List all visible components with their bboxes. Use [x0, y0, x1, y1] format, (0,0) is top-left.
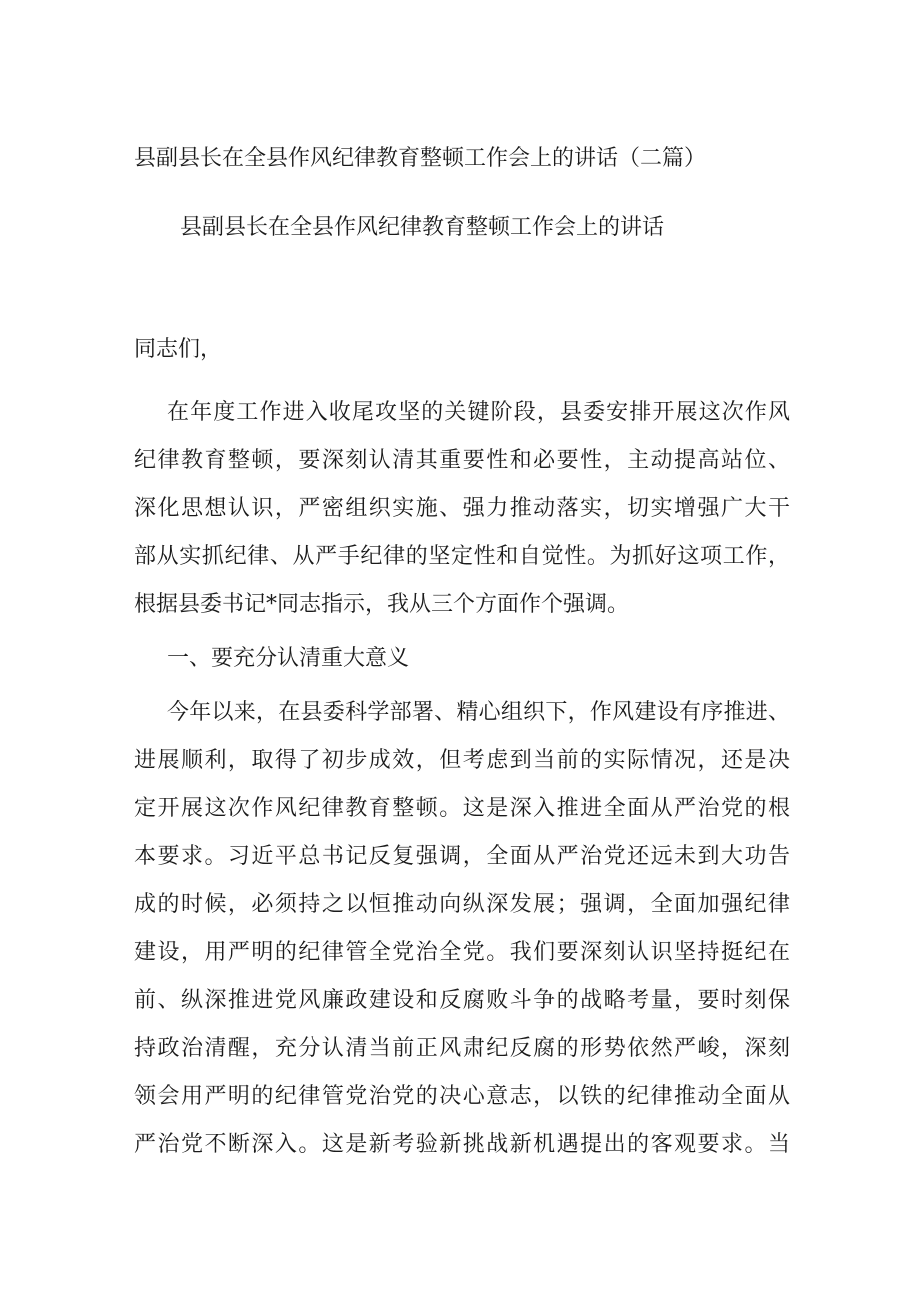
paragraph-line: 在年度工作进入收尾攻坚的关键阶段，县委安排开展这次作风: [167, 400, 790, 425]
paragraph-line: 严治党不断深入。这是新考验新挑战新机遇提出的客观要求。当: [134, 1132, 790, 1157]
paragraph-line: 根据县委书记*同志指示，我从三个方面作个强调。: [134, 592, 630, 617]
section-heading-1: 一、要充分认清重大意义: [167, 646, 410, 671]
document-title: 县副县长在全县作风纪律教育整顿工作会上的讲话（二篇）: [134, 146, 707, 171]
document-subtitle: 县副县长在全县作风纪律教育整顿工作会上的讲话: [180, 215, 665, 240]
paragraph-line: 深化思想认识，严密组织实施、强力推动落实，切实增强广大干: [134, 496, 790, 521]
paragraph-section-1: [134, 689, 790, 1169]
paragraph-line: 成的时候，必须持之以恒推动向纵深发展；强调，全面加强纪律: [134, 892, 790, 917]
paragraph-line: 建设，用严明的纪律管全党治全党。我们要深刻认识坚持挺纪在: [134, 940, 790, 965]
paragraph-line: 本要求。习近平总书记反复强调，全面从严治党还远未到大功告: [134, 844, 790, 869]
paragraph-line: 纪律教育整顿，要深刻认清其重要性和必要性，主动提高站位、: [134, 448, 790, 473]
paragraph-intro: [134, 389, 790, 629]
paragraph-line: 部从实抓纪律、从严手纪律的坚定性和自觉性。为抓好这项工作，: [134, 544, 790, 569]
paragraph-line: 今年以来，在县委科学部署、精心组织下，作风建设有序推进、: [167, 700, 790, 725]
document-body: [134, 332, 790, 1181]
paragraph-line: 进展顺利，取得了初步成效，但考虑到当前的实际情况，还是决: [134, 748, 790, 773]
paragraph-line: 前、纵深推进党风廉政建设和反腐败斗争的战略考量，要时刻保: [134, 988, 790, 1013]
salutation: 同志们，: [134, 337, 223, 362]
paragraph-line: 定开展这次作风纪律教育整顿。这是深入推进全面从严治党的根: [134, 796, 790, 821]
paragraph-line: 领会用严明的纪律管党治党的决心意志，以铁的纪律推动全面从: [134, 1084, 790, 1109]
paragraph-line: 持政治清醒，充分认清当前正风肃纪反腐的形势依然严峻，深刻: [134, 1036, 790, 1061]
